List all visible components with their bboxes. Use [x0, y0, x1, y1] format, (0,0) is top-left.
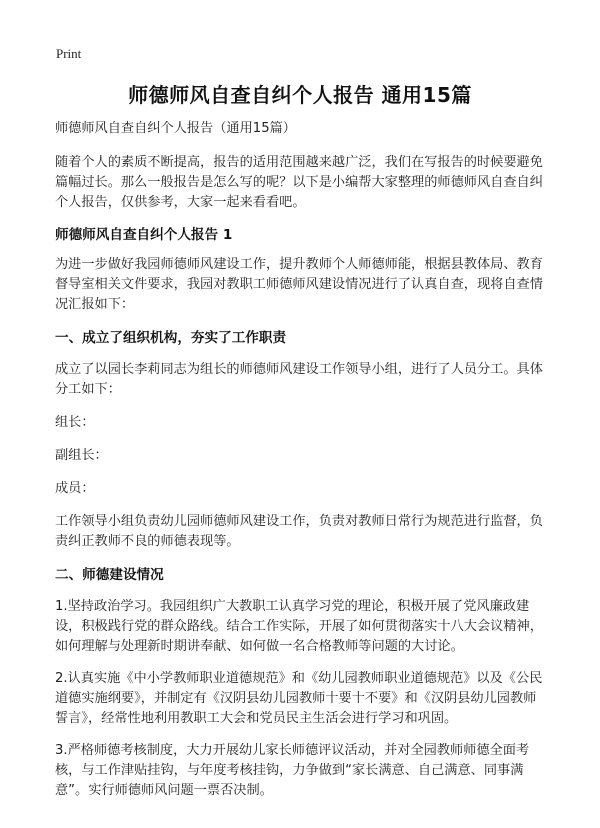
intro-paragraph: 随着个人的素质不断提高，报告的适用范围越来越广泛，我们在写报告的时候要避免篇幅过长。那么一般报告是怎么写的呢？以下是小编帮大家整理的师德师风自查自纠个人报告，仅供参考，大家一起来看看吧。: [55, 155, 543, 210]
section2-item-3: 3.严格师德考核制度，大力开展幼儿家长师德评议活动，并对全园教师师德全面考核，与工作津贴挂钩，与年度考核挂钩，力争做到“家长满意、自己满意、同事满意”。实行师德师风问题一票否决制。: [55, 743, 530, 798]
section2-item-1: 1.坚持政治学习。我园组织广大教职工认真学习党的理论，积极开展了党风廉政建设，积极践行党的群众路线。结合工作实际，开展了如何贯彻落实十八大会议精神，如何理解与处理新时期讲奉献、如何做一名合格教师等问题的大讨论。: [55, 599, 543, 654]
section2-heading: 二、师德建设情况: [55, 567, 164, 583]
document-body: [55, 119, 547, 801]
members-line: 成员：: [55, 481, 95, 496]
report-intro-paragraph: 为进一步做好我园师德师风建设工作，提升教师个人师德师能，根据县教体局、教育督导室相关文件要求，我园对教职工师德师风建设情况进行了认真自查，现将自查情况汇报如下：: [55, 257, 543, 312]
leader-line: 组长：: [55, 415, 95, 430]
section1-heading: 一、成立了组织机构，夯实了工作职责: [55, 330, 287, 346]
print-link[interactable]: Print: [56, 46, 82, 61]
deputy-leader-line: 副组长：: [55, 448, 108, 463]
report-heading: 师德师风自查自纠个人报告 1: [55, 227, 233, 243]
duty-paragraph: 工作领导小组负责幼儿园师德师风建设工作，负责对教师日常行为规范进行监督，负责纠正教师不良的师德表现等。: [55, 514, 543, 549]
section1-paragraph: 成立了以园长李莉同志为组长的师德师风建设工作领导小组，进行了人员分工。具体分工如下：: [55, 362, 543, 397]
document-subtitle: 师德师风自查自纠个人报告（通用15篇）: [55, 121, 296, 136]
section2-item-2: 2.认真实施《中小学教师职业道德规范》和《幼儿园教师职业道德规范》以及《公民道德实施纲要》，并制定有《汉阴县幼儿园教师十要十不要》和《汉阴县幼儿园教师誓言》，经常性地利用教职工大会和党员民主生活会进行学习和巩固。: [55, 671, 543, 726]
page-title: 师德师风自查自纠个人报告 通用15篇: [128, 83, 472, 107]
